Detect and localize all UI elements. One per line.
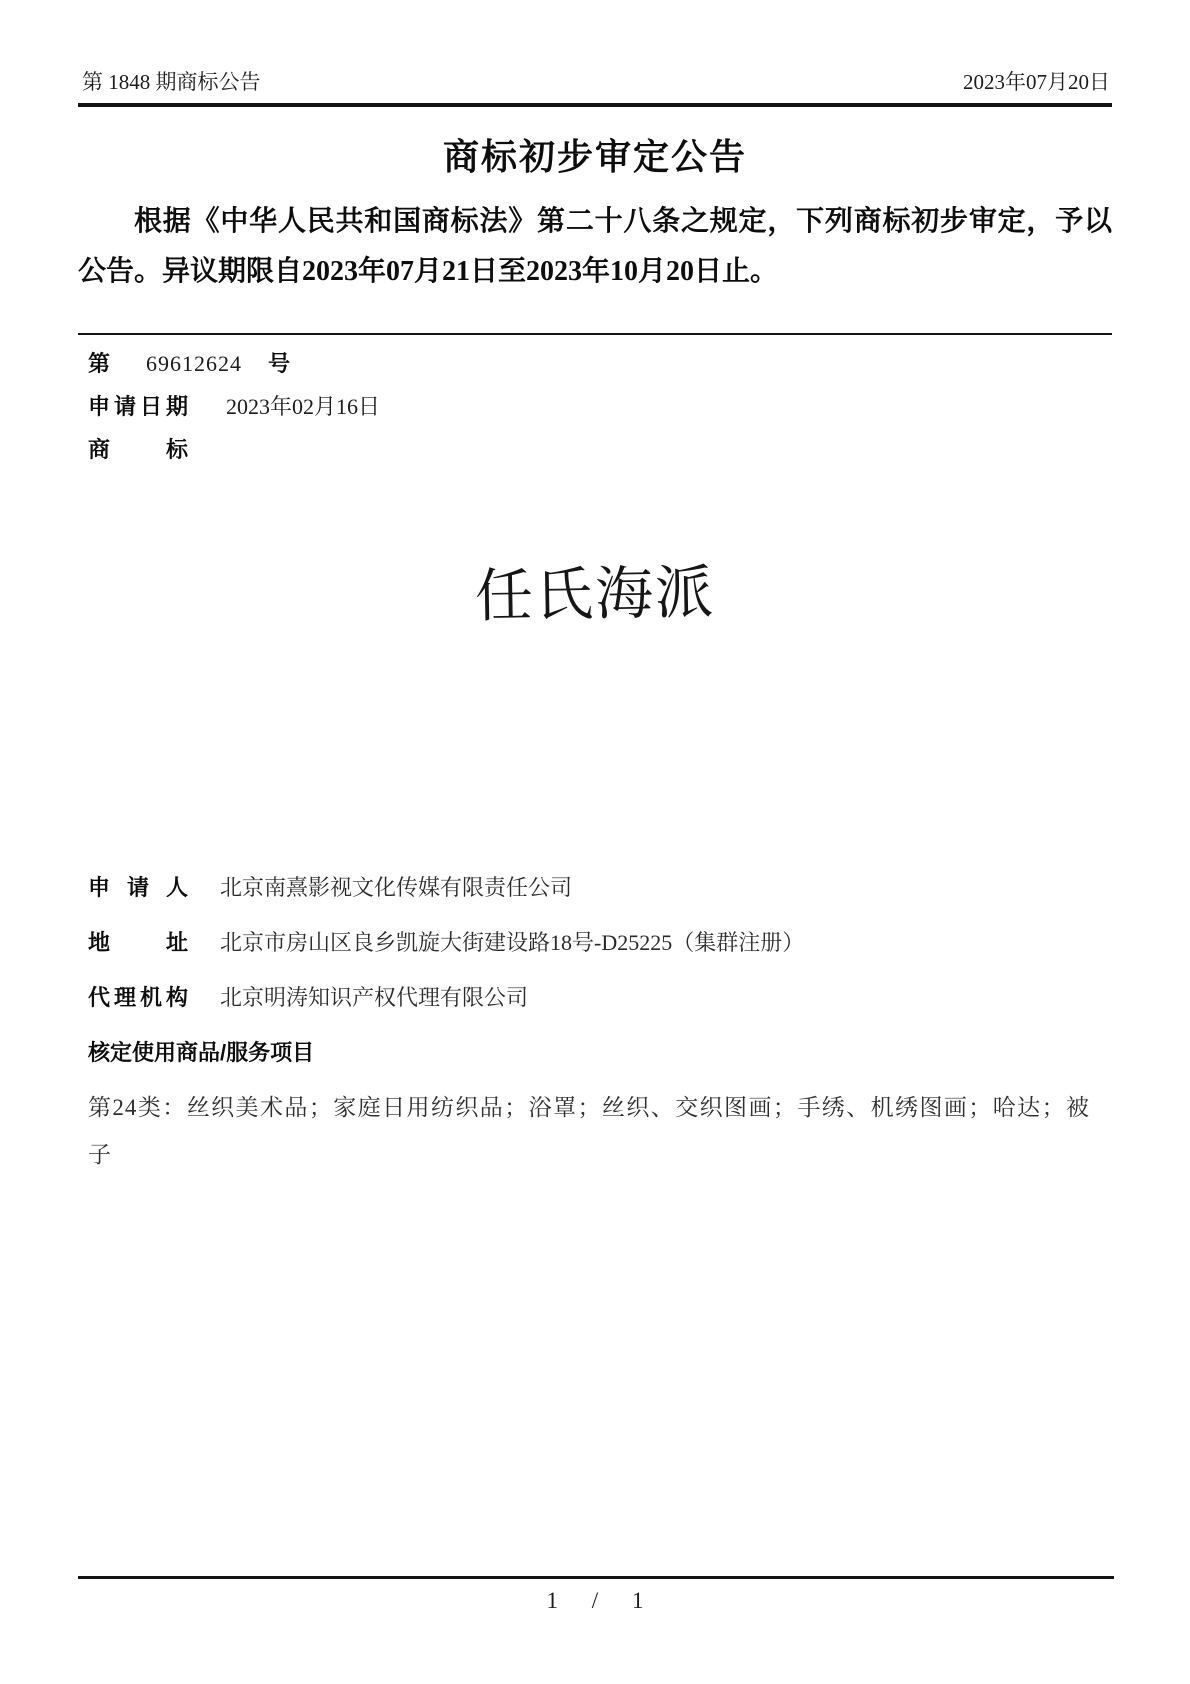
document-title: 商标初步审定公告 bbox=[442, 137, 747, 177]
trademark-text: 任氏海派 bbox=[474, 559, 716, 630]
trademark-label-row bbox=[88, 429, 1112, 472]
gazette-issue: 第 1848 期商标公告 bbox=[82, 70, 261, 94]
goods-list: 第24类：丝织美术品；家庭日用纺织品；浴罩；丝织、交织图画；手绣、机绣图画；哈达；被子 bbox=[88, 1095, 1090, 1167]
agency-value: 北京明涛知识产权代理有限公司 bbox=[220, 985, 529, 1010]
applicant-row bbox=[88, 872, 1112, 903]
footer-rule bbox=[78, 1576, 1114, 1579]
apply-date-value: 2023年02月16日 bbox=[226, 394, 381, 419]
agency-row bbox=[88, 982, 1112, 1013]
registration-number: 69612624 bbox=[146, 351, 243, 376]
apply-date-row bbox=[88, 386, 1112, 429]
agency-label: 代理机构 bbox=[88, 985, 188, 1010]
applicant-label: 申请人 bbox=[88, 875, 188, 900]
address-label: 地址 bbox=[88, 930, 188, 955]
page-header bbox=[78, 68, 1112, 96]
section-divider bbox=[78, 333, 1112, 335]
intro-paragraph: 根据《中华人民共和国商标法》第二十八条之规定，下列商标初步审定，予以公告。异议期限自2023年07月21日至2023年10月20日止。 bbox=[78, 206, 1112, 287]
trademark-fields bbox=[78, 343, 1112, 472]
trademark-label: 商标 bbox=[88, 437, 188, 462]
goods-heading: 核定使用商品/服务项目 bbox=[88, 1040, 315, 1065]
registration-number-row bbox=[88, 343, 1112, 386]
page-footer bbox=[0, 1588, 1190, 1614]
applicant-info bbox=[78, 872, 1112, 1178]
registration-prefix: 第 bbox=[88, 351, 111, 376]
trademark-image-area bbox=[78, 472, 1112, 872]
apply-date-label: 申请日期 bbox=[88, 394, 188, 419]
header-rule bbox=[78, 103, 1112, 107]
applicant-value: 北京南熹影视文化传媒有限责任公司 bbox=[220, 875, 573, 900]
total-page-number: 1 bbox=[631, 1588, 644, 1613]
gazette-date: 2023年07月20日 bbox=[963, 70, 1110, 94]
page-separator: / bbox=[591, 1588, 599, 1613]
registration-suffix: 号 bbox=[268, 351, 291, 376]
address-row bbox=[88, 927, 1112, 958]
current-page-number: 1 bbox=[546, 1588, 559, 1613]
address-value: 北京市房山区良乡凯旋大街建设路18号-D25225（集群注册） bbox=[220, 930, 805, 955]
